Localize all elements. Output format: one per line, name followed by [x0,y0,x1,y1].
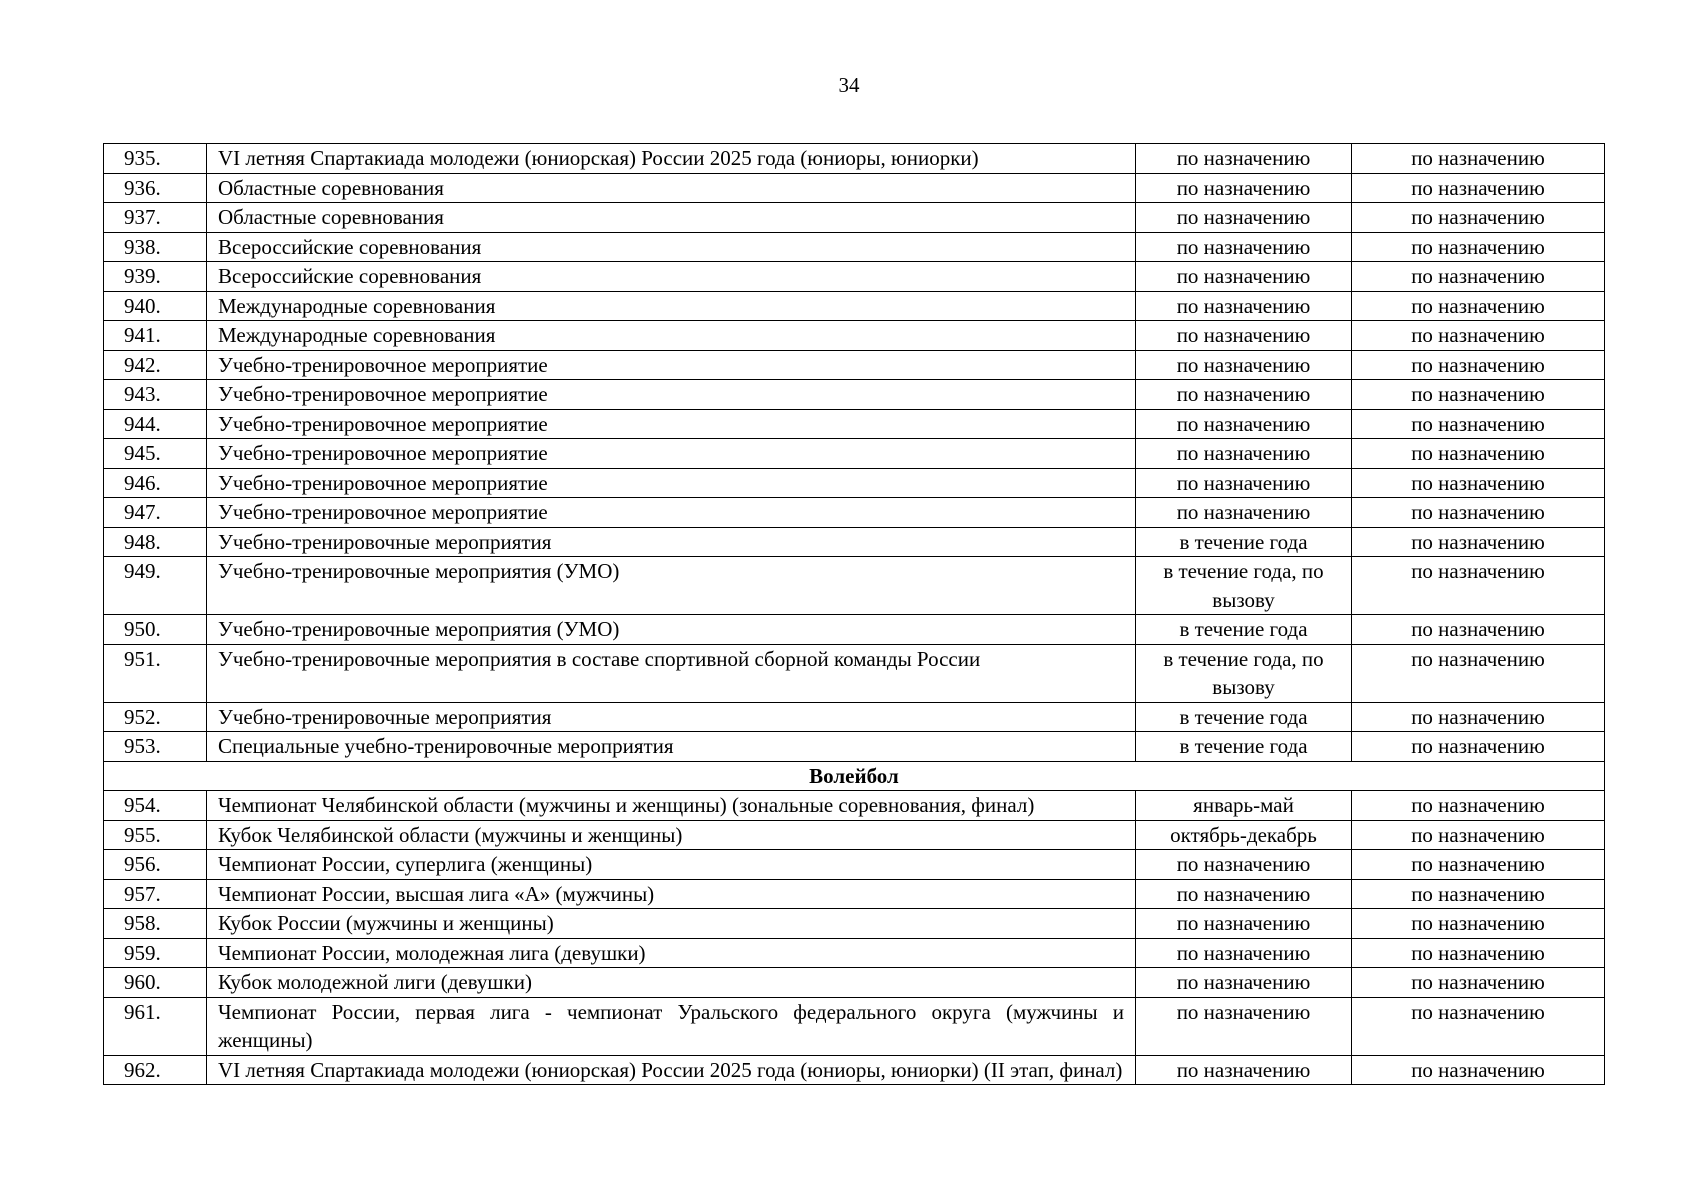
table-row [104,644,1605,702]
event-place: по назначению [1352,732,1605,762]
event-name: Международные соревнования [207,291,1136,321]
row-number: 939. [104,262,207,292]
row-number: 947. [104,498,207,528]
row-number: 944. [104,409,207,439]
event-name: Чемпионат России, высшая лига «А» (мужчины) [207,879,1136,909]
event-name: Учебно-тренировочные мероприятия [207,702,1136,732]
event-name: Областные соревнования [207,203,1136,233]
event-name: Международные соревнования [207,321,1136,351]
table-row [104,262,1605,292]
row-number: 940. [104,291,207,321]
table-row [104,232,1605,262]
event-date: по назначению [1136,879,1352,909]
event-date: в течение года [1136,615,1352,645]
event-date: по назначению [1136,321,1352,351]
event-name: Учебно-тренировочное мероприятие [207,439,1136,469]
event-date: в течение года [1136,527,1352,557]
event-date: по назначению [1136,850,1352,880]
event-name: Учебно-тренировочные мероприятия (УМО) [207,557,1136,615]
event-date: по назначению [1136,468,1352,498]
event-name: VI летняя Спартакиада молодежи (юниорская) России 2025 года (юниоры, юниорки) (II этап, финал) [207,1055,1136,1085]
event-date: по назначению [1136,350,1352,380]
row-number: 949. [104,557,207,615]
event-place: по назначению [1352,173,1605,203]
event-name: VI летняя Спартакиада молодежи (юниорская) России 2025 года (юниоры, юниорки) [207,144,1136,174]
row-number: 958. [104,909,207,939]
table-row [104,938,1605,968]
event-name: Учебно-тренировочное мероприятие [207,350,1136,380]
table-row [104,968,1605,998]
row-number: 956. [104,850,207,880]
table-row [104,439,1605,469]
table-row [104,702,1605,732]
row-number: 943. [104,380,207,410]
event-name: Чемпионат России, первая лига - чемпионат Уральского федерального округа (мужчины и женщины) [207,997,1136,1055]
event-date: по назначению [1136,909,1352,939]
event-date: в течение года [1136,702,1352,732]
event-place: по назначению [1352,644,1605,702]
event-date: по назначению [1136,380,1352,410]
event-date: по назначению [1136,968,1352,998]
event-place: по назначению [1352,968,1605,998]
event-date: по назначению [1136,232,1352,262]
row-number: 951. [104,644,207,702]
table-row [104,1055,1605,1085]
event-place: по назначению [1352,1055,1605,1085]
event-place: по назначению [1352,291,1605,321]
event-date: в течение года, по вызову [1136,644,1352,702]
event-name: Всероссийские соревнования [207,232,1136,262]
event-place: по назначению [1352,879,1605,909]
event-place: по назначению [1352,820,1605,850]
row-number: 938. [104,232,207,262]
event-place: по назначению [1352,439,1605,469]
row-number: 942. [104,350,207,380]
event-place: по назначению [1352,380,1605,410]
event-place: по назначению [1352,938,1605,968]
row-number: 952. [104,702,207,732]
event-name: Учебно-тренировочное мероприятие [207,498,1136,528]
row-number: 961. [104,997,207,1055]
event-name: Учебно-тренировочные мероприятия (УМО) [207,615,1136,645]
row-number: 941. [104,321,207,351]
event-name: Областные соревнования [207,173,1136,203]
events-table-body [104,144,1605,1085]
table-row [104,350,1605,380]
event-date: по назначению [1136,203,1352,233]
table-row [104,732,1605,762]
table-row [104,791,1605,821]
event-date: в течение года [1136,732,1352,762]
event-date: по назначению [1136,938,1352,968]
event-date: октябрь-декабрь [1136,820,1352,850]
event-place: по назначению [1352,232,1605,262]
table-row [104,997,1605,1055]
row-number: 935. [104,144,207,174]
event-place: по назначению [1352,350,1605,380]
event-name: Учебно-тренировочные мероприятия [207,527,1136,557]
event-name: Кубок молодежной лиги (девушки) [207,968,1136,998]
event-date: по назначению [1136,997,1352,1055]
event-name: Кубок России (мужчины и женщины) [207,909,1136,939]
event-name: Чемпионат России, суперлига (женщины) [207,850,1136,880]
event-date: январь-май [1136,791,1352,821]
event-date: в течение года, по вызову [1136,557,1352,615]
event-name: Кубок Челябинской области (мужчины и женщины) [207,820,1136,850]
event-place: по назначению [1352,498,1605,528]
event-name: Специальные учебно-тренировочные мероприятия [207,732,1136,762]
row-number: 954. [104,791,207,821]
event-place: по назначению [1352,909,1605,939]
page-number: 34 [838,73,860,97]
table-row [104,615,1605,645]
table-row [104,557,1605,615]
event-place: по назначению [1352,702,1605,732]
event-place: по назначению [1352,321,1605,351]
event-place: по назначению [1352,409,1605,439]
table-row [104,820,1605,850]
event-place: по назначению [1352,262,1605,292]
row-number: 937. [104,203,207,233]
row-number: 953. [104,732,207,762]
table-row [104,879,1605,909]
table-row [104,203,1605,233]
event-place: по назначению [1352,144,1605,174]
row-number: 946. [104,468,207,498]
event-name: Учебно-тренировочное мероприятие [207,409,1136,439]
event-place: по назначению [1352,997,1605,1055]
table-row [104,850,1605,880]
table-row [104,498,1605,528]
event-date: по назначению [1136,409,1352,439]
row-number: 960. [104,968,207,998]
table-row [104,173,1605,203]
event-name: Чемпионат России, молодежная лига (девушки) [207,938,1136,968]
row-number: 955. [104,820,207,850]
event-place: по назначению [1352,557,1605,615]
table-row [104,909,1605,939]
section-row [104,761,1605,791]
event-place: по назначению [1352,527,1605,557]
event-date: по назначению [1136,498,1352,528]
row-number: 962. [104,1055,207,1085]
event-name: Всероссийские соревнования [207,262,1136,292]
event-date: по назначению [1136,144,1352,174]
table-row [104,144,1605,174]
event-place: по назначению [1352,203,1605,233]
event-place: по назначению [1352,615,1605,645]
event-date: по назначению [1136,262,1352,292]
table-row [104,527,1605,557]
event-name: Учебно-тренировочные мероприятия в составе спортивной сборной команды России [207,644,1136,702]
event-date: по назначению [1136,173,1352,203]
table-row [104,468,1605,498]
event-name: Чемпионат Челябинской области (мужчины и женщины) (зональные соревнования, финал) [207,791,1136,821]
table-row [104,321,1605,351]
event-name: Учебно-тренировочное мероприятие [207,380,1136,410]
row-number: 936. [104,173,207,203]
table-row [104,409,1605,439]
event-date: по назначению [1136,439,1352,469]
event-date: по назначению [1136,1055,1352,1085]
event-name: Учебно-тренировочное мероприятие [207,468,1136,498]
row-number: 950. [104,615,207,645]
row-number: 948. [104,527,207,557]
row-number: 959. [104,938,207,968]
row-number: 957. [104,879,207,909]
event-place: по назначению [1352,850,1605,880]
events-table [103,143,1605,1085]
table-row [104,291,1605,321]
event-place: по назначению [1352,468,1605,498]
event-date: по назначению [1136,291,1352,321]
section-title: Волейбол [104,761,1605,791]
table-row [104,380,1605,410]
row-number: 945. [104,439,207,469]
event-place: по назначению [1352,791,1605,821]
